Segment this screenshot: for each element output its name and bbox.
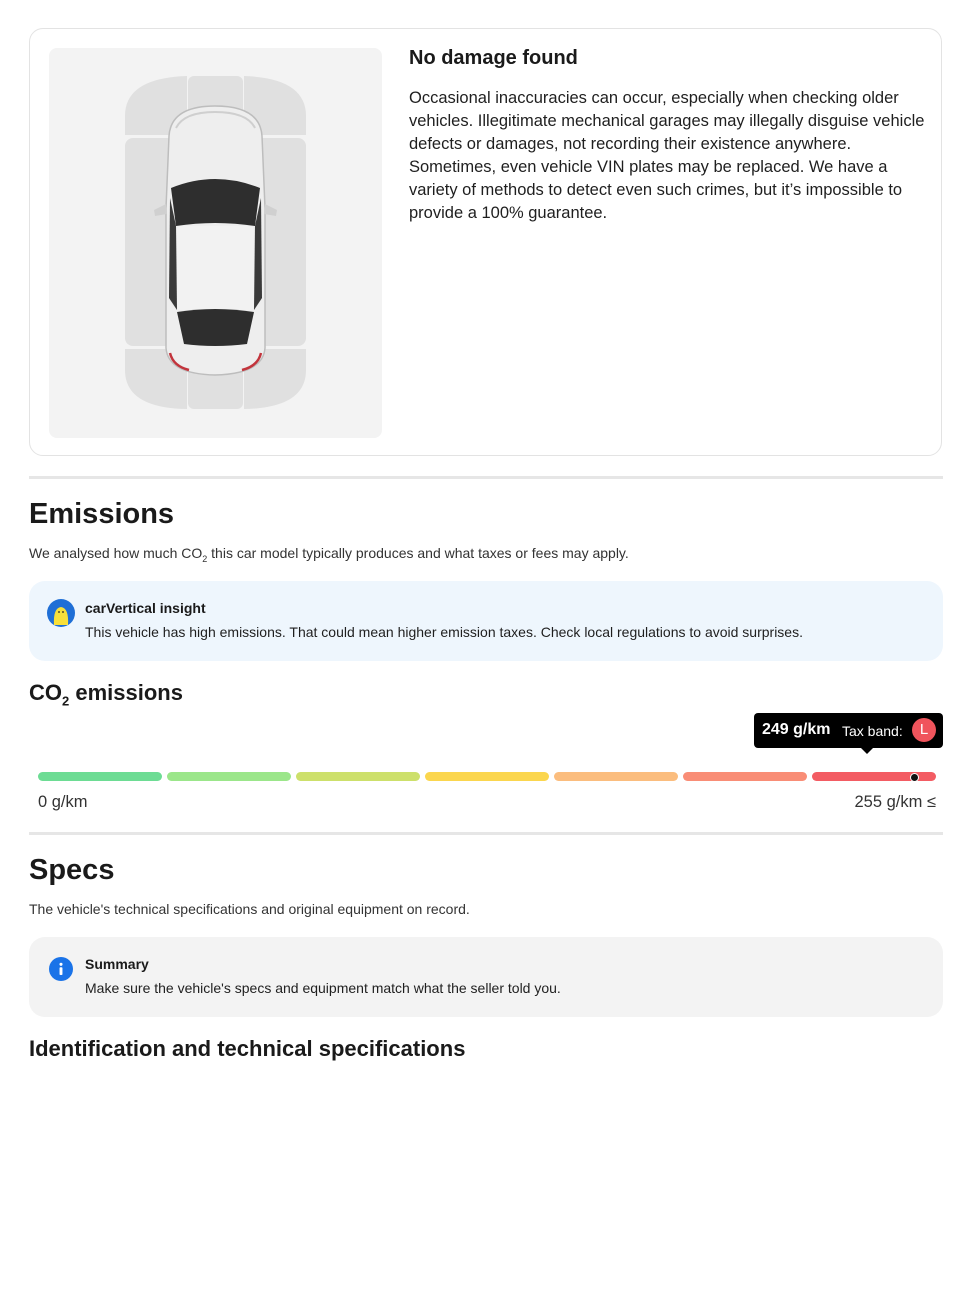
co2-value-tooltip — [754, 713, 943, 748]
damage-description: Occasional inaccuracies can occur, especially when checking older vehicles. Illegitimate mechanical garages may illegally disguise vehicle defects or damages, not recording their existence anywhere. Sometimes, even vehicle VIN plates may be replaced. We have a variety of methods to detect even such crimes, but it’s impossible to provide a 100% guarantee. — [409, 89, 925, 222]
damage-text — [409, 47, 929, 225]
damage-card — [29, 28, 942, 456]
specs-subtitle: The vehicle's technical specifications and original equipment on record. — [29, 901, 470, 917]
identification-title: Identification and technical specifications — [29, 1036, 466, 1061]
co2-band-segment — [296, 772, 420, 781]
emissions-title: Emissions — [29, 498, 175, 530]
co2-value-marker — [910, 773, 919, 782]
section-divider — [29, 832, 943, 835]
co2-band-segment — [167, 772, 291, 781]
summary-title: Summary — [85, 956, 149, 972]
insight-text: This vehicle has high emissions. That could mean higher emission taxes. Check local regulations to avoid surprises. — [85, 624, 803, 640]
damage-title: No damage found — [409, 47, 578, 69]
specs-summary-box — [29, 937, 943, 1017]
carvertical-mascot-icon — [47, 599, 75, 627]
info-icon — [49, 957, 73, 981]
co2-emissions-title: $CO_2$ emissions — [29, 680, 183, 709]
co2-band-segment — [683, 772, 807, 781]
scale-min-label: 0 g/km — [38, 793, 88, 811]
emissions-subtitle: We analysed how much $CO_2$ this car model typically produces and what taxes or fees may apply. — [29, 545, 629, 564]
tooltip-pointer — [860, 747, 874, 754]
car-top-view-icon — [49, 48, 382, 438]
tax-band-badge: L — [912, 718, 936, 742]
co2-band-segment — [554, 772, 678, 781]
scale-max-label: 255 g/km ≤ — [854, 793, 936, 811]
co2-scale — [38, 772, 936, 782]
carvertical-insight-box — [29, 581, 943, 661]
tax-band-label: Tax band: — [842, 723, 903, 739]
specs-title: Specs — [29, 854, 115, 886]
car-damage-diagram — [49, 48, 382, 438]
summary-text: Make sure the vehicle's specs and equipment match what the seller told you. — [85, 980, 561, 996]
co2-value: 249 g/km — [762, 721, 831, 738]
insight-title: carVertical insight — [85, 600, 206, 616]
section-divider — [29, 476, 943, 479]
co2-band-segment — [425, 772, 549, 781]
co2-band-segment — [38, 772, 162, 781]
